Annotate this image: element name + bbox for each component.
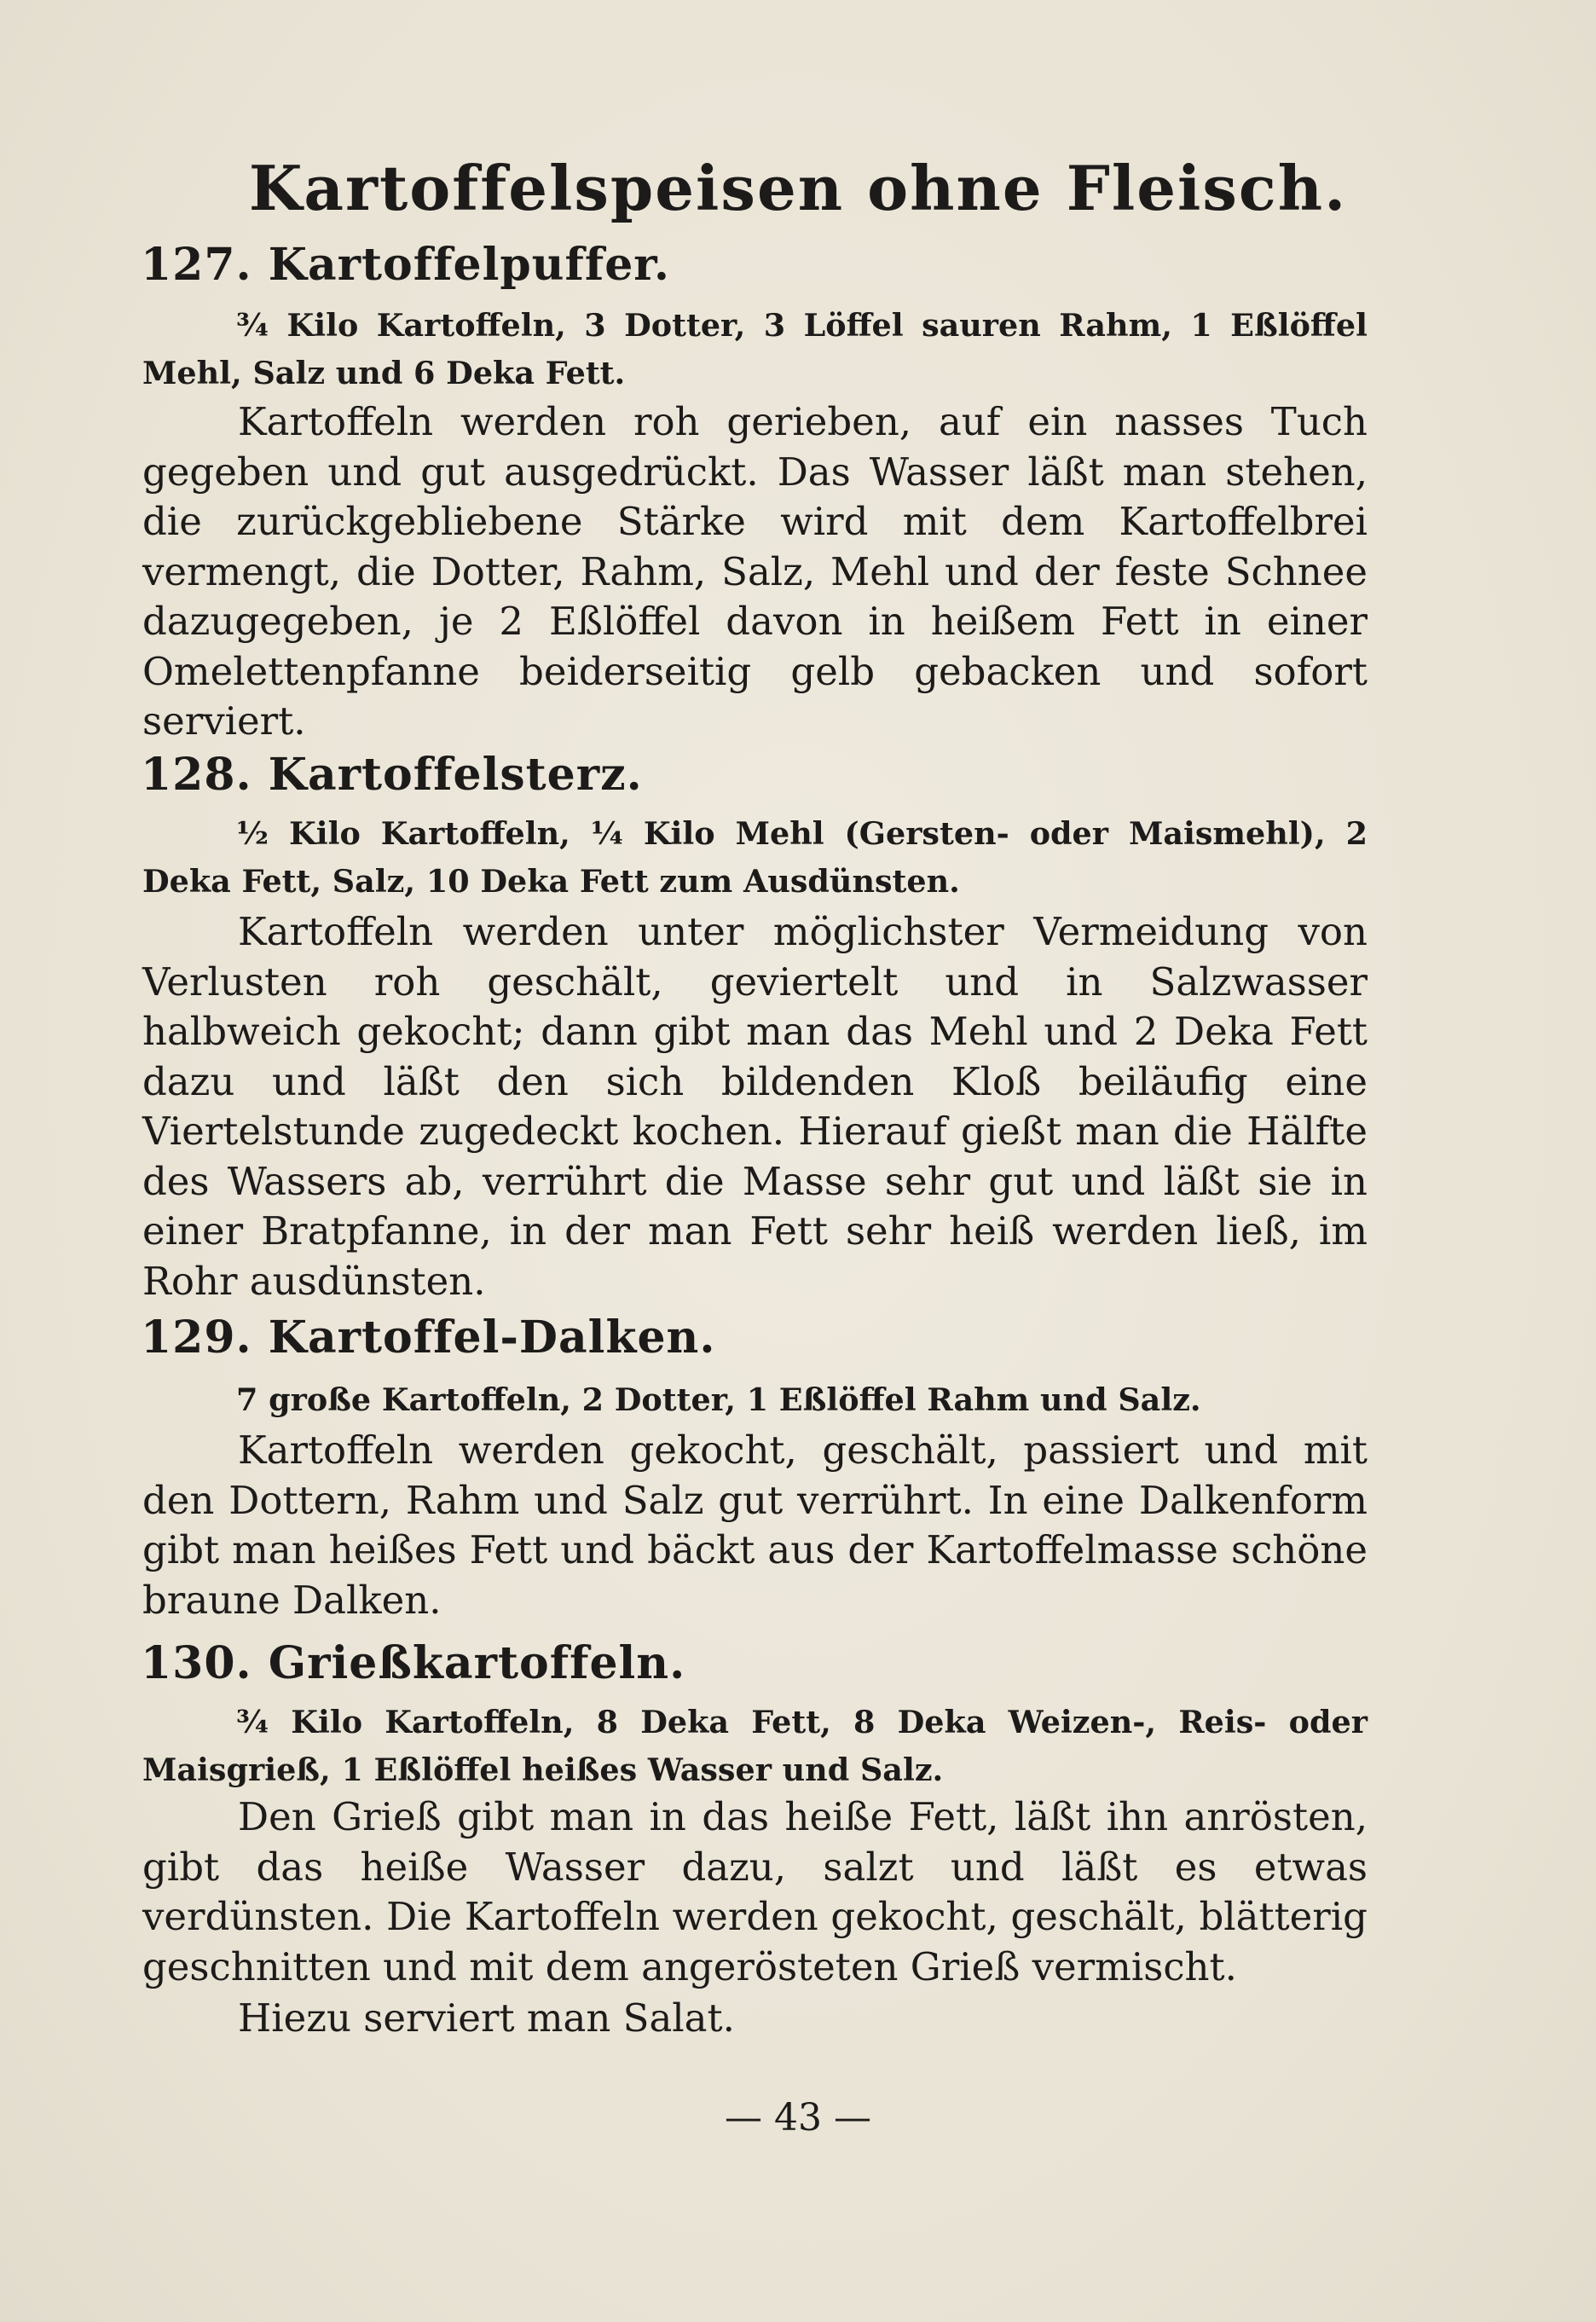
recipe-heading-127: 127. Kartoffelpuffer. <box>141 239 671 291</box>
recipe-instructions-129: Kartoffeln werden gekocht, geschält, passiert und mit den Dottern, Rahm und Salz gut verrührt. In eine Dalkenform gibt man heißes Fett und bäckt aus der Kartoffelmasse schöne braune Dalken. <box>142 1427 1368 1623</box>
recipe-heading-128: 128. Kartoffelsterz. <box>141 749 643 801</box>
recipe-ingredients-128: ½ Kilo Kartoffeln, ¼ Kilo Mehl (Gersten- oder Maismehl), 2 Deka Fett, Salz, 10 Deka Fett zum Ausdünsten. <box>142 815 1368 900</box>
recipe-heading-129: 129. Kartoffel-Dalken. <box>141 1312 716 1364</box>
recipe-instructions-127: Kartoffeln werden roh gerieben, auf ein nasses Tuch gegeben und gut ausgedrückt. Das Wasser läßt man stehen, die zurückgebliebene Stärke wird mit dem Kartoffelbrei vermengt, die Dotter, Rahm, Salz, Mehl und der feste Schnee dazugegeben, je 2 Eßlöffel davon in heißem Fett in einer Omelettenpfanne beiderseitig gelb gebacken und sofort serviert. <box>142 399 1368 744</box>
recipe-ingredients-127: ¾ Kilo Kartoffeln, 3 Dotter, 3 Löffel sauren Rahm, 1 Eßlöffel Mehl, Salz und 6 Deka Fett. <box>142 307 1368 391</box>
recipe-ingredients-130: ¾ Kilo Kartoffeln, 8 Deka Fett, 8 Deka Weizen-, Reis- oder Maisgrieß, 1 Eßlöffel heißes Wasser und Salz. <box>142 1704 1368 1788</box>
recipe-instructions-128: Kartoffeln werden unter möglichster Vermeidung von Verlusten roh geschält, geviertelt und in Salzwasser halbweich gekocht; dann gibt man das Mehl und 2 Deka Fett dazu und läßt den sich bildenden Kloß beiläufig eine Viertelstunde zugedeckt kochen. Hierauf gießt man die Hälfte des Wassers ab, verrührt die Masse sehr gut und läßt sie in einer Bratpfanne, in der man Fett sehr heiß werden ließ, im Rohr ausdünsten. <box>142 909 1368 1304</box>
page-number: — 43 — <box>725 2096 871 2140</box>
page-title: Kartoffelspeisen ohne Fleisch. <box>248 152 1348 224</box>
recipe-ingredients-129: 7 große Kartoffeln, 2 Dotter, 1 Eßlöffel Rahm und Salz. <box>236 1381 1201 1418</box>
recipe-instructions-130: Den Grieß gibt man in das heiße Fett, läßt ihn anrösten, gibt das heiße Wasser dazu, salzt und läßt es etwas verdünsten. Die Kartoffeln werden gekocht, geschält, blätterig geschnitten und mit dem angerösteten Grieß vermischt. <box>142 1794 1368 1989</box>
recipe-note-130: Hiezu serviert man Salat. <box>238 1995 735 2041</box>
recipe-heading-130: 130. Grießkartoffeln. <box>141 1637 686 1689</box>
